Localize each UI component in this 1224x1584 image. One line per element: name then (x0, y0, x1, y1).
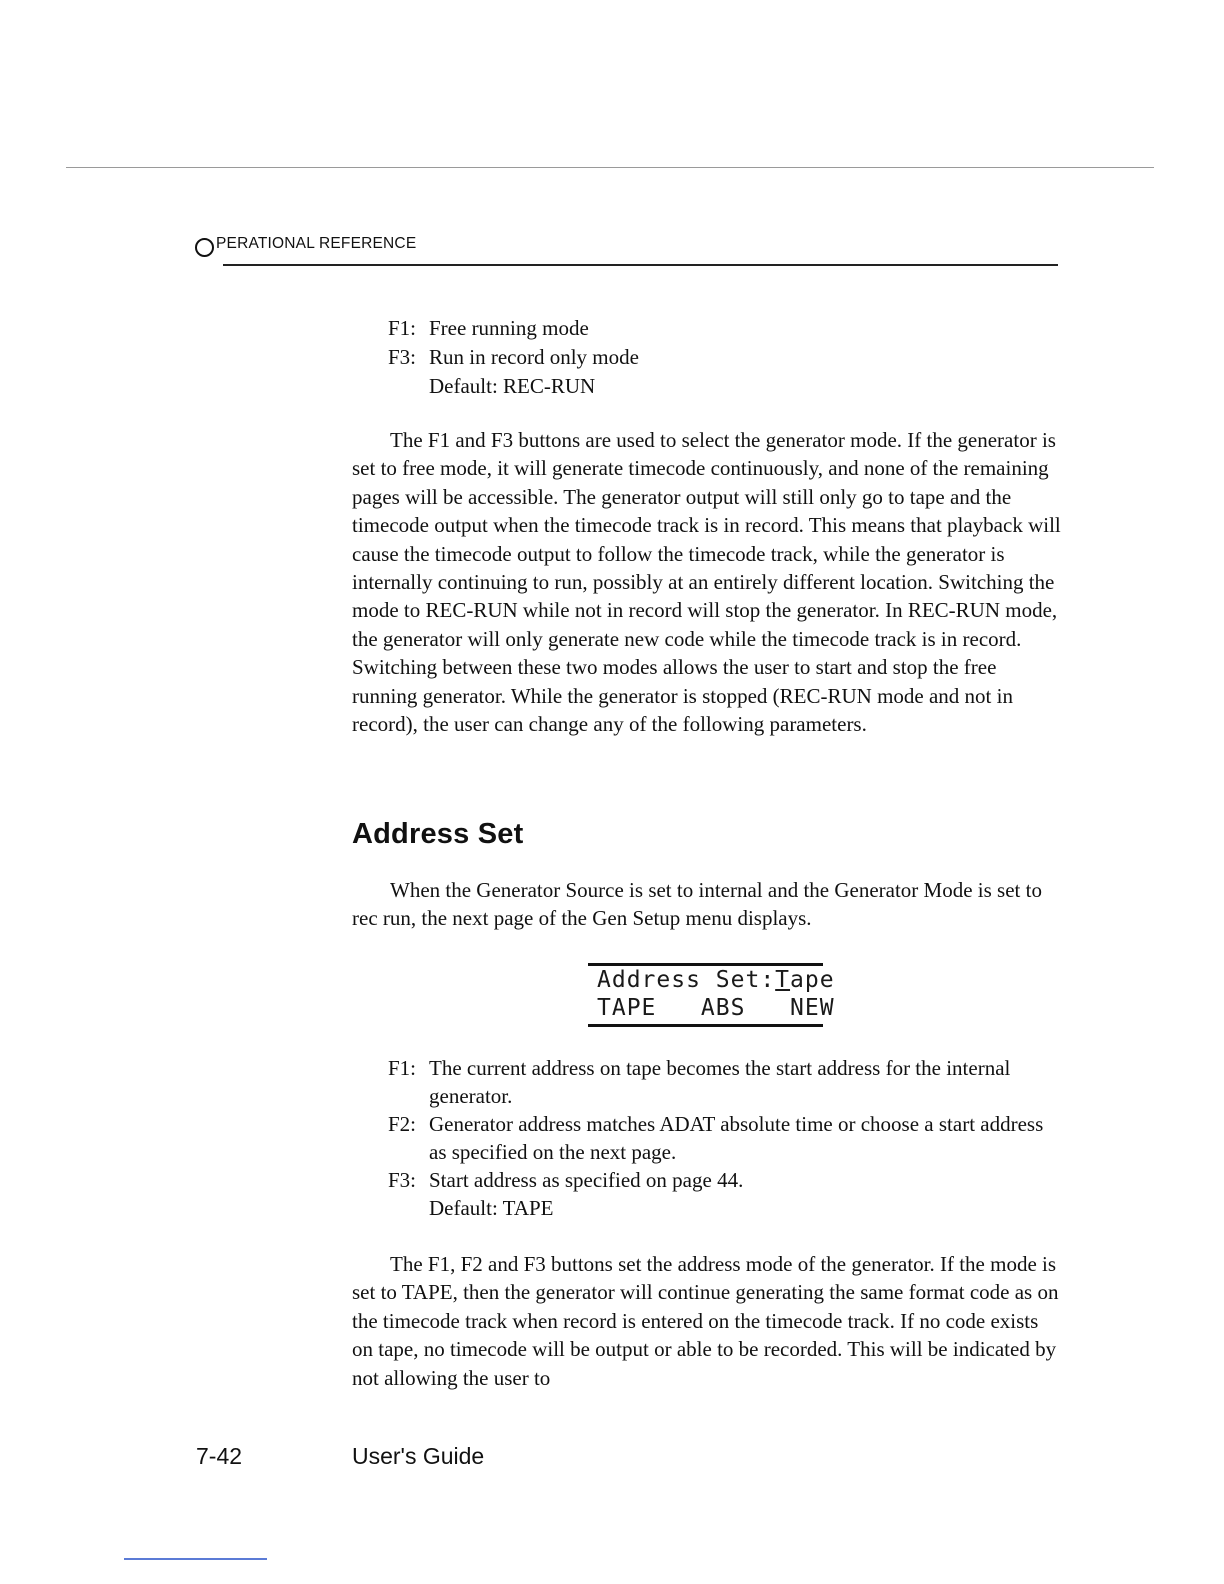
header-title (195, 234, 1058, 253)
address-set-intro-paragraph: When the Generator Source is set to internal and the Generator Mode is set to rec run, the next page of the Gen Setup menu displays. (352, 878, 1042, 931)
mode-options-list (388, 314, 639, 401)
address-mode-paragraph: The F1, F2 and F3 buttons set the address mode of the generator. If the mode is set to TAPE, then the generator will continue generating the same format code as on the timecode track when record is entered on the timecode track. If no code exists on tape, no timecode will be output or able to be recorded. This will be indicated by not allowing the user to (352, 1252, 1059, 1390)
option-key: F1: (388, 1056, 417, 1080)
option-text: The current address on tape becomes the start address for the internal generator. (429, 1056, 1011, 1108)
running-header (195, 234, 1058, 253)
lcd-cursor-char: T (775, 967, 791, 993)
guide-title: User's Guide (352, 1443, 485, 1469)
option-key: F1: (388, 316, 417, 340)
header-initial-o (195, 238, 214, 257)
lcd-line-1-prefix: Address Set: (597, 967, 776, 993)
lcd-line-1 (597, 967, 835, 993)
bottom-edge-mark (124, 1558, 267, 1560)
lcd-line-2: TAPE ABS NEW (597, 995, 835, 1021)
option-text: Start address as specified on page 44. (429, 1168, 744, 1192)
lcd-display (588, 963, 835, 1027)
address-option-f2 (388, 1110, 1048, 1166)
address-option-f3 (388, 1166, 1048, 1194)
generator-mode-paragraph: The F1 and F3 buttons are used to select the generator mode. If the generator is set to free mode, it will generate timecode continuously, and none of the remaining pages will be accessible. The generator output will still only go to tape and the timecode output when the timecode track is in record. This means that playback will cause the timecode output to follow the timecode track, while the generator is internally continuing to run, possibly at an entirely different location. Switching the mode to REC-RUN while not in record will stop the generator. In REC-RUN mode, the generator will only generate new code while the timecode track is in record. Switching between these two modes allows the user to start and stop the free running generator. While the generator is stopped (REC-RUN mode and not in record), the user can change any of the following parameters. (352, 428, 1061, 737)
top-rule (66, 167, 1154, 168)
option-text: Free running mode (429, 316, 589, 340)
mode-option-f3 (388, 343, 639, 372)
header-rule (223, 264, 1058, 266)
section-heading: Address Set (352, 818, 524, 850)
lcd-line-1-suffix: ape (790, 967, 835, 993)
header-title-text: PERATIONAL REFERENCE (216, 235, 417, 252)
mode-default: Default: REC-RUN (429, 374, 596, 398)
option-text: Run in record only mode (429, 345, 639, 369)
address-options-list (388, 1054, 1048, 1222)
option-text: Generator address matches ADAT absolute time or choose a start address as specified on the next page. (429, 1112, 1044, 1164)
page-number: 7-42 (196, 1443, 243, 1469)
address-option-f1 (388, 1054, 1048, 1110)
address-default: Default: TAPE (429, 1196, 554, 1220)
option-key: F3: (388, 1168, 417, 1192)
option-key: F3: (388, 345, 417, 369)
mode-option-f1 (388, 314, 639, 343)
option-key: F2: (388, 1112, 417, 1136)
